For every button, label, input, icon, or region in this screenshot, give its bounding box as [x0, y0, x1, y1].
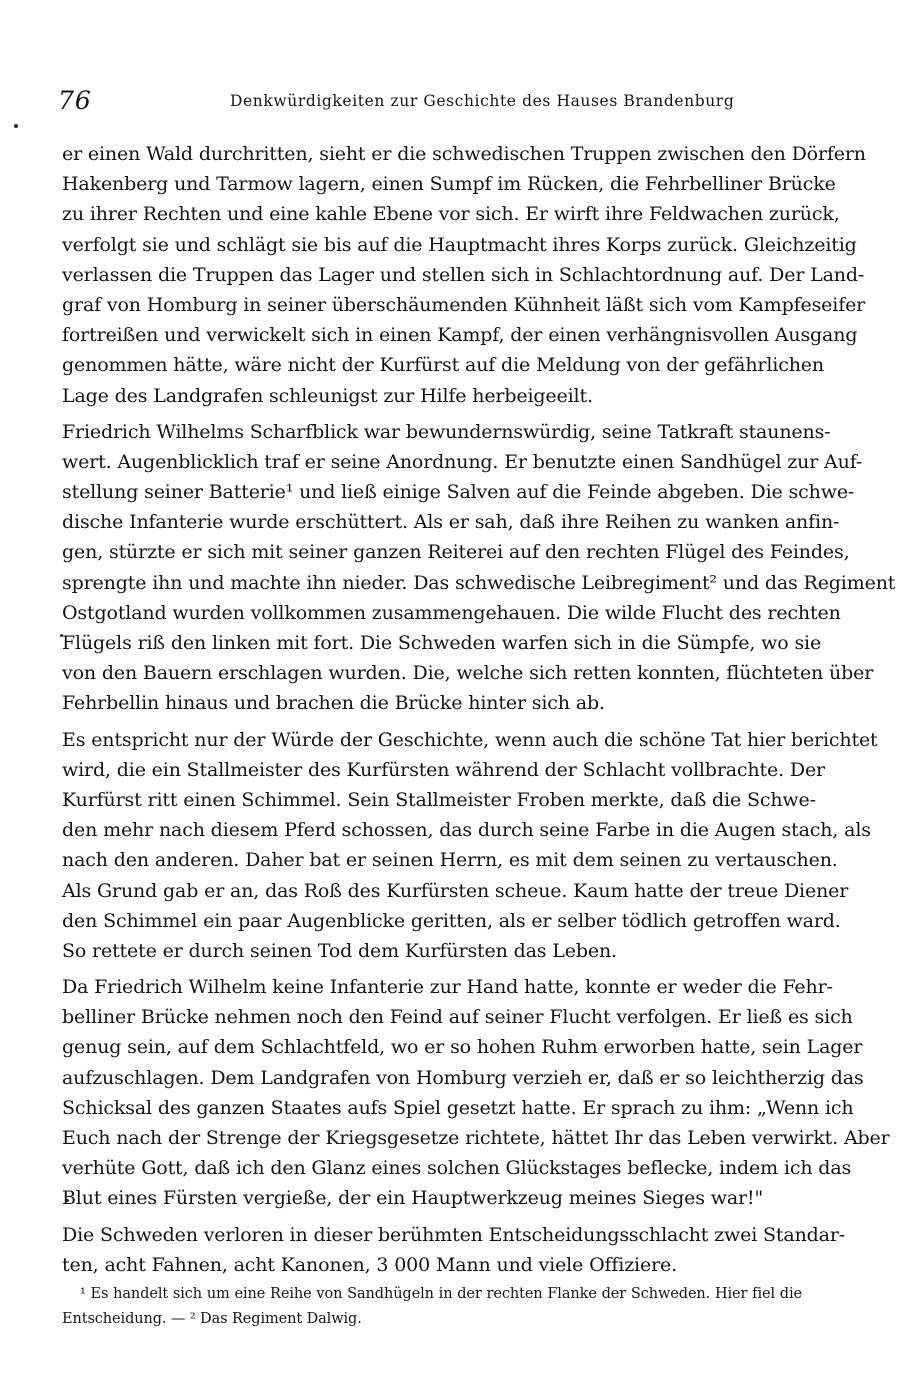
text-line: wert. Augenblicklich traf er seine Anordnung. Er benutzte einen Sandhügel zur Auf-: [62, 450, 863, 473]
text-line: sprengte ihn und machte ihn nieder. Das schwedische Leibregiment² und das Regiment: [62, 571, 896, 594]
running-title: Denkwürdigkeiten zur Geschichte des Hauses Brandenburg: [230, 92, 735, 110]
text-line: von den Bauern erschlagen wurden. Die, welche sich retten konnten, flüchteten über: [62, 662, 874, 685]
text-line: Fehrbellin hinaus und brachen die Brücke hinter sich ab.: [62, 692, 605, 715]
body-text: [62, 139, 896, 1280]
text-line: Es entspricht nur der Würde der Geschichte, wenn auch die schöne Tat hier berichtet: [62, 728, 878, 751]
text-line: Flügels riß den linken mit fort. Die Schweden warfen sich in die Sümpfe, wo sie: [62, 632, 822, 654]
text-line: verhüte Gott, daß ich den Glanz eines solchen Glückstages beflecke, indem ich das: [62, 1157, 852, 1180]
paragraph: [62, 417, 896, 719]
text-line: Schicksal des ganzen Staates aufs Spiel gesetzt hatte. Er sprach zu ihm: „Wenn ich: [62, 1096, 854, 1119]
ink-speck: [14, 124, 18, 128]
footnote-line: ¹ Es handelt sich um eine Reihe von Sandhügeln in der rechten Flanke der Schweden. Hier fiel die: [80, 1286, 802, 1302]
text-line: Die Schweden verloren in dieser berühmten Entscheidungsschlacht zwei Standar-: [62, 1223, 846, 1246]
paragraph: [62, 139, 866, 411]
footnote-line: Entscheidung. — ² Das Regiment Dalwig.: [62, 1311, 362, 1327]
text-line: den Schimmel ein paar Augenblicke geritten, als er selber tödlich getroffen ward.: [62, 909, 841, 932]
page-number: 76: [58, 86, 92, 115]
text-line: genommen hätte, wäre nicht der Kurfürst auf die Meldung von der gefährlichen: [62, 354, 824, 377]
text-line: verlassen die Truppen das Lager und stellen sich in Schlachtordnung auf. Der Land-: [62, 263, 865, 286]
text-line: zu ihrer Rechten und eine kahle Ebene vor sich. Er wirft ihre Feldwachen zurück,: [62, 203, 840, 226]
text-line: Kurfürst ritt einen Schimmel. Sein Stallmeister Froben merkte, daß die Schwe-: [62, 788, 816, 811]
text-line: genug sein, auf dem Schlachtfeld, wo er so hohen Ruhm erworben hatte, sein Lager: [62, 1036, 863, 1059]
text-line: belliner Brücke nehmen noch den Feind auf seiner Flucht verfolgen. Er ließ es sich: [62, 1006, 853, 1029]
text-line: Euch nach der Strenge der Kriegsgesetze richtete, hättet Ihr das Leben verwirkt. Aber: [62, 1127, 890, 1149]
text-line: Als Grund gab er an, das Roß des Kurfürsten scheue. Kaum hatte der treue Diener: [62, 879, 849, 902]
text-line: gen, stürzte er sich mit seiner ganzen Reiterei auf den rechten Flügel des Feindes,: [62, 541, 850, 564]
text-line: Lage des Landgrafen schleunigst zur Hilfe herbeigeeilt.: [62, 384, 593, 407]
text-line: den mehr nach diesem Pferd schossen, das durch seine Farbe in die Augen stach, als: [62, 819, 871, 842]
text-line: So rettete er durch seinen Tod dem Kurfürsten das Leben.: [62, 939, 617, 962]
text-line: graf von Homburg in seiner überschäumenden Kühnheit läßt sich vom Kampfeseifer: [62, 293, 866, 316]
text-line: aufzuschlagen. Dem Landgrafen von Homburg verzieh er, daß er so leichtherzig das: [62, 1066, 864, 1089]
footnotes: [62, 1282, 802, 1332]
text-line: stellung seiner Batterie¹ und ließ einige Salven auf die Feinde abgeben. Die schwe-: [62, 481, 855, 504]
text-line: ten, acht Fahnen, acht Kanonen, 3 000 Mann und viele Offiziere.: [62, 1253, 677, 1276]
text-line: nach den anderen. Daher bat er seinen Herrn, es mit dem seinen zu vertauschen.: [62, 849, 838, 872]
text-line: Blut eines Fürsten vergieße, der ein Hauptwerkzeug meines Sieges war!": [62, 1187, 764, 1210]
text-line: Da Friedrich Wilhelm keine Infanterie zur Hand hatte, konnte er weder die Fehr-: [62, 976, 833, 999]
text-line: er einen Wald durchritten, sieht er die schwedischen Truppen zwischen den Dörfern: [62, 143, 866, 165]
paragraph: [62, 1220, 846, 1280]
text-line: Friedrich Wilhelms Scharfblick war bewundernswürdig, seine Tatkraft staunens-: [62, 420, 831, 443]
text-line: dische Infanterie wurde erschüttert. Als er sah, daß ihre Reihen zu wanken anfin-: [62, 511, 840, 534]
paragraph: [62, 725, 878, 967]
text-line: Hakenberg und Tarmow lagern, einen Sumpf im Rücken, die Fehrbelliner Brücke: [62, 173, 836, 196]
text-line: Ostgotland wurden vollkommen zusammengehauen. Die wilde Flucht des rechten: [62, 601, 841, 624]
running-head: [58, 86, 804, 118]
text-line: wird, die ein Stallmeister des Kurfürsten während der Schlacht vollbrachte. Der: [62, 758, 825, 781]
paragraph: [62, 972, 890, 1214]
text-line: verfolgt sie und schlägt sie bis auf die Hauptmacht ihres Korps zurück. Gleichzeitig: [62, 233, 857, 256]
text-line: fortreißen und verwickelt sich in einen Kampf, der einen verhängnisvollen Ausgang: [62, 324, 858, 347]
